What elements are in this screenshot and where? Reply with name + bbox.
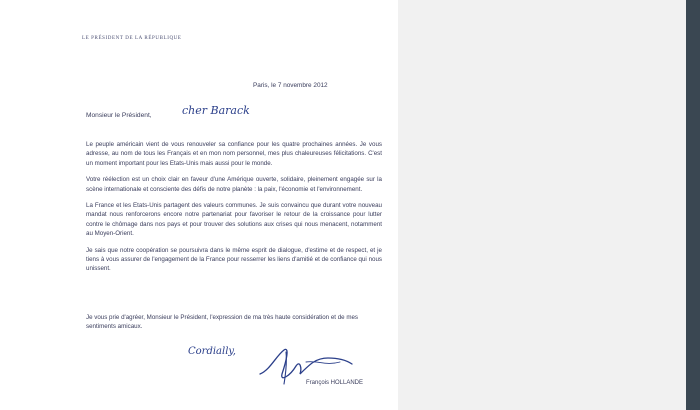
background-panel bbox=[398, 0, 686, 410]
signer-name: François HOLLANDE bbox=[306, 380, 364, 386]
right-edge-bar bbox=[686, 0, 700, 410]
handwritten-closing: Cordially, bbox=[188, 346, 236, 357]
body-paragraph: Votre réélection est un choix clair en faveur d'une Amérique ouverte, solidaire, pleinement engagée sur la scène internationale et consciente des défis de notre planète : la paix, l'économie et l'environnement. bbox=[86, 176, 382, 193]
salutation: Monsieur le Président, bbox=[86, 112, 152, 119]
body-paragraph: Je sais que notre coopération se poursuivra dans le même esprit de dialogue, d'estime et de respect, et je tiens à vous assurer de l'engagement de la France pour resserrer les liens d'amitié et de confiance qui nous unissent. bbox=[86, 246, 382, 273]
body-paragraph: Le peuple américain vient de vous renouveler sa confiance pour les quatre prochaines années. Je vous adresse, au nom de tous les Français et en mon nom personnel, mes plus chaleureuses félicitations. C'est un moment important pour les Etats-Unis mais aussi pour le monde. bbox=[86, 141, 382, 167]
letter-body bbox=[86, 140, 382, 281]
letterhead: LE PRÉSIDENT DE LA RÉPUBLIQUE bbox=[82, 36, 182, 41]
body-paragraph: La France et les Etats-Unis partagent des valeurs communes. Je suis convaincu que durant votre nouveau mandat nous renforcerons encore notre partenariat pour favoriser le retour de la croissance pour lutter contre le chômage dans nos pays et pour trouver des solutions aux crises qui nous menacent, notamment au Moyen-Orient. bbox=[86, 202, 382, 238]
letter-page bbox=[48, 8, 396, 410]
handwritten-greeting: cher Barack bbox=[182, 104, 250, 117]
letter-date: Paris, le 7 novembre 2012 bbox=[253, 82, 328, 89]
closing-formula: Je vous prie d'agréer, Monsieur le Président, l'expression de ma très haute considération et de mes sentiments amicaux. bbox=[86, 314, 359, 331]
